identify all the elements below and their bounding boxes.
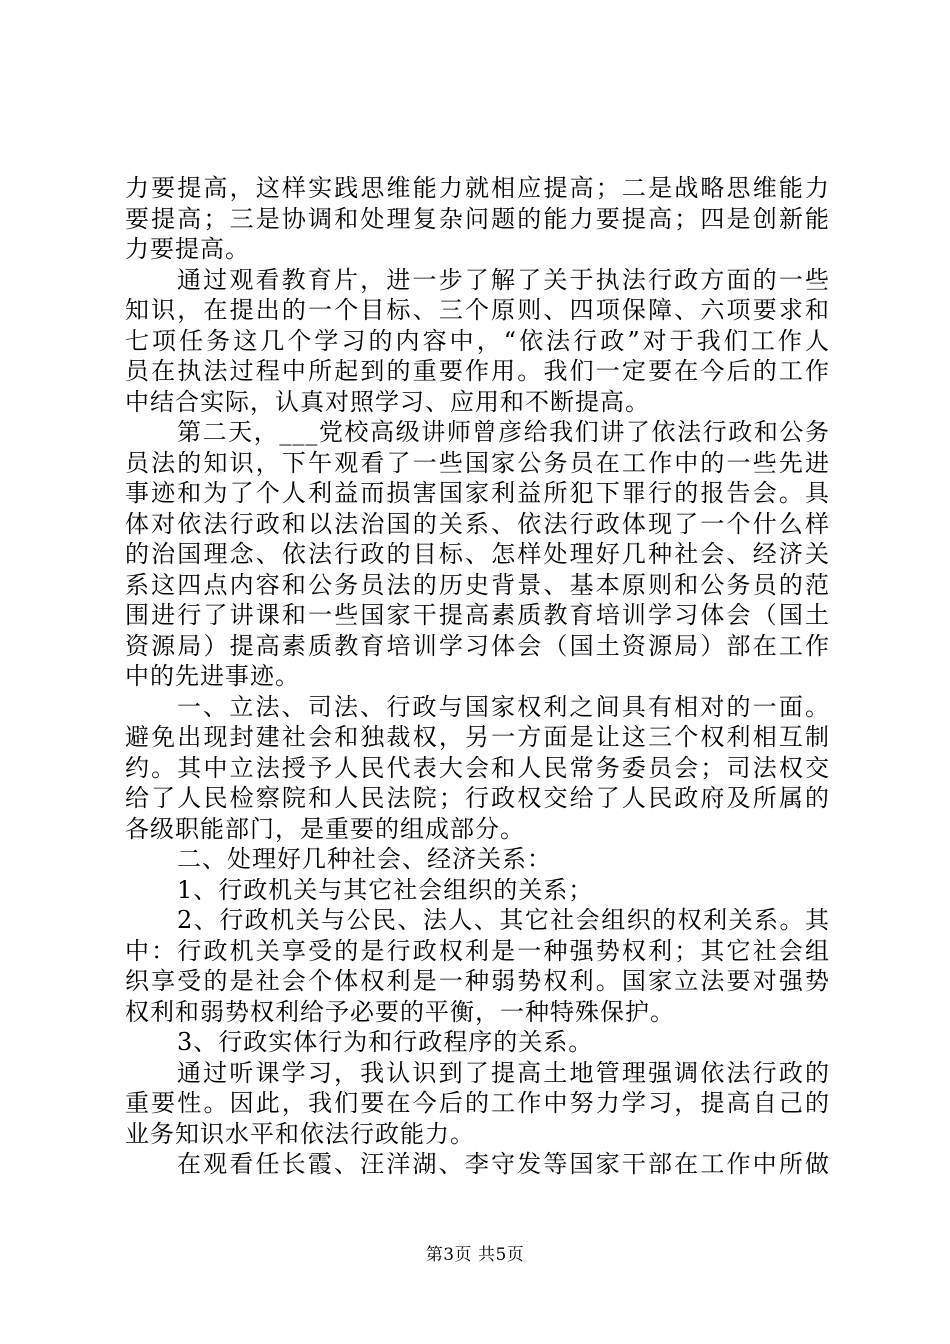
document-body [125, 173, 830, 1180]
text-line: 织享受的是社会个体权利是一种弱势权利。国家立法要对强势 [125, 967, 830, 995]
paragraph-6 [125, 875, 830, 906]
page-number-footer: 第3页 共5页 [425, 1245, 525, 1265]
paragraph-2 [125, 265, 830, 418]
text-line: 系这四点内容和公务员法的历史背景、基本原则和公务员的范 [125, 570, 830, 599]
text-line: 中结合实际，认真对照学习、应用和不断提高。 [125, 387, 650, 416]
text-line: 中：行政机关享受的是行政权利是一种强势权利；其它社会组 [125, 936, 830, 965]
paragraph-10 [125, 1149, 830, 1180]
text-line: 力要提高，这样实践思维能力就相应提高；二是战略思维能力 [125, 174, 830, 202]
text-line: 事迹和为了个人利益而损害国家利益所犯下罪行的报告会。具 [125, 479, 830, 507]
text-line: 各级职能部门，是重要的组成部分。 [125, 814, 525, 843]
text-line: 给了人民检察院和人民法院；行政权交给了人民政府及所属的 [125, 784, 830, 812]
text-line: 通过听课学习，我认识到了提高土地管理强调依法行政的 [177, 1058, 830, 1087]
text-line: 在观看任长霞、汪洋湖、李守发等国家干部在工作中所做 [177, 1150, 830, 1178]
text-line: 的治国理念、依法行政的目标、怎样处理好几种社会、经济关 [125, 540, 830, 568]
text-line: 体对依法行政和以法治国的关系、依法行政体现了一个什么样 [125, 509, 830, 538]
paragraph-1 [125, 173, 830, 265]
text-line: 资源局）提高素质教育培训学习体会（国土资源局）部在工作 [125, 631, 830, 660]
text-line: 知识，在提出的一个目标、三个原则、四项保障、六项要求和 [125, 296, 830, 324]
text-line: 第二天，___党校高级讲师曾彦给我们讲了依法行政和公务 [177, 418, 830, 446]
text-line: 1、行政机关与其它社会组织的关系； [177, 875, 594, 904]
paragraph-4 [125, 692, 830, 845]
text-line: 员法的知识，下午观看了一些国家公务员在工作中的一些先进 [125, 448, 830, 477]
paragraph-5 [125, 844, 830, 875]
paragraph-9 [125, 1058, 830, 1150]
text-line: 通过观看教育片，进一步了解了关于执法行政方面的一些 [177, 265, 830, 294]
text-line: 员在执法过程中所起到的重要作用。我们一定要在今后的工作 [125, 357, 830, 385]
text-line: 3、行政实体行为和行政程序的关系。 [177, 1028, 594, 1056]
text-line: 七项任务这几个学习的内容中，“依法行政”对于我们工作人 [125, 326, 830, 355]
text-line: 业务知识水平和依法行政能力。 [125, 1119, 475, 1148]
text-line: 要提高；三是协调和处理复杂问题的能力要提高；四是创新能 [125, 204, 830, 233]
text-line: 重要性。因此，我们要在今后的工作中努力学习，提高自己的 [125, 1089, 830, 1117]
text-line: 中的先进事迹。 [125, 662, 300, 690]
text-line: 力要提高。 [125, 235, 250, 263]
text-line: 2、行政机关与公民、法人、其它社会组织的权利关系。其 [177, 906, 830, 934]
text-line: 约。其中立法授予人民代表大会和人民常务委员会；司法权交 [125, 753, 830, 782]
text-line: 避免出现封建社会和独裁权，另一方面是让这三个权利相互制 [125, 723, 830, 751]
paragraph-3 [125, 417, 830, 692]
text-line: 围进行了讲课和一些国家干提高素质教育培训学习体会（国土 [125, 601, 830, 629]
text-line: 一、立法、司法、行政与国家权利之间具有相对的一面。 [177, 692, 830, 721]
text-line: 二、处理好几种社会、经济关系： [177, 845, 552, 873]
paragraph-7 [125, 905, 830, 1027]
text-line: 权利和弱势权利给予必要的平衡，一种特殊保护。 [125, 997, 675, 1026]
paragraph-8 [125, 1027, 830, 1058]
